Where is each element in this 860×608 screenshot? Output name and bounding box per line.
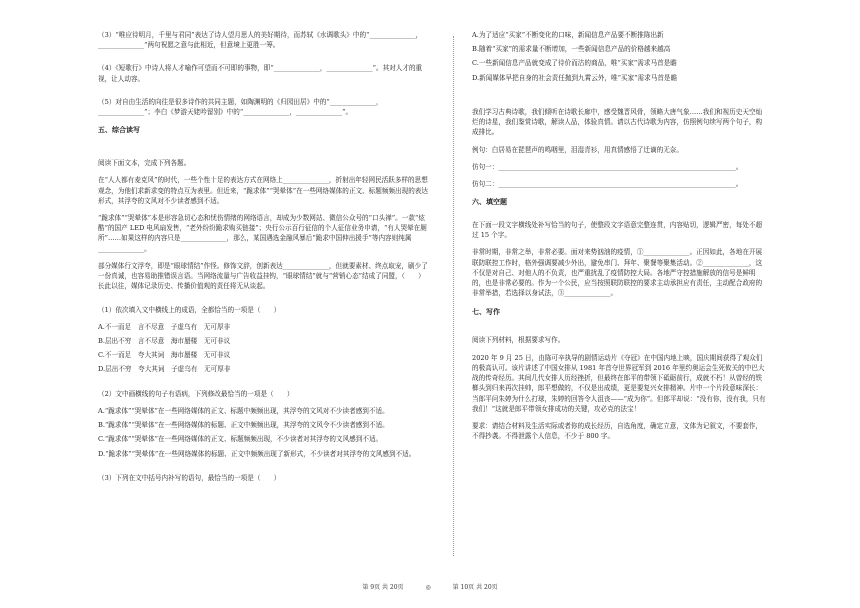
imitation-answer-1: 仿句一：________________________________________________________________________。 [472, 162, 743, 171]
sub-question-3-option-b: B.随着“买家”的需求量不断增加，一些新闻信息产品的价格越来越高 [472, 45, 671, 54]
imitation-example: 例句：白居易在琵琶声的鸣咽里，泪湿青衫，用真情感悟了迁谪的无奈。 [472, 145, 683, 154]
page-footer [0, 583, 860, 592]
question-5: （5）对自由生活的向往是很多诗作的共同主题，如陶渊明的《归园田居》中的“______________，______________”；李白《梦游天姥吟留别》中的“______________，______________”。 [98, 97, 383, 117]
writing-intro: 阅读下列材料，根据要求写作。 [472, 336, 565, 345]
question-3: （3）“唯应待明月，千里与君同”表达了诗人望月思人的美好期待，而苏轼《水调歌头》中的“______________，______________”两句祝愿之意与此相近，但意境上更胜一筹。 [98, 31, 423, 50]
sub-question-1-option-d: D.层出不穷 夸大其词 子虚乌有 无可厚非 [98, 365, 231, 374]
fill-question-stem: 在下面一段文字横线处补写恰当的句子，使整段文字语意完整连贯，内容贴切，逻辑严密，每处不超过 15 个字。 [472, 221, 763, 240]
reading-paragraph-3: 部分媒体行文浮夸，即是“眼球情结”作怪。修饰文辞，创新表达______________，但就要素材、终点取宠，刷少了一份真诚，也容易助推错误言语。当网络流量与广告收益挂钩，“眼球情结”就与“营销心态”结成了同盟，（ ）长此以往，媒体记录历史、传播价值观的责任将无从谈起。 [98, 261, 428, 291]
section-7-heading: 七、写作 [472, 307, 500, 316]
sub-question-1-option-a: A.不一而足 言不尽意 子虚乌有 无可厚非 [98, 322, 231, 331]
sub-question-2-option-c: C.“跪求体”“哭晕体”在一些网络媒体的正文、标题频频出现，不少读者对其浮夸的文风感到不适。 [98, 435, 383, 444]
reading-paragraph-1: 在“人人都有麦克风”的时代，一些个性十足的表达方式在网络上______________，折射出年轻网民活跃多样的思想观念，为他们求新求变的特点互为表里。但近来，“跪求体”“哭晕体”在一些网络媒体的正文、标题频频出现的表达形式，其浮夸的文风对不少读者感到不适。 [98, 176, 428, 205]
right-column [472, 30, 768, 448]
reading-intro: 阅读下面文本，完成下列各题。 [98, 159, 191, 168]
imitation-answer-2: 仿句二：________________________________________________________________________。 [472, 179, 743, 188]
sub-question-3-option-d: D.新闻媒体早把自身的社会责任抛到九霄云外，唯“买家”需求马首是瞻 [472, 73, 678, 82]
reading-paragraph-2: “跪求体”“哭晕体”本是形容急切心态和忧伤情绪的网络语言，却成为少数网站、微信公众号的“口头禅”。一款“炫酷”的国产 LED 电风扇发售，“老外纷纷跪求购买链接”；央行公示百行征信的个人征信业务申请，“有人哭晕在厕所”……如果这样的内容只是______________，那么，某国遇选金融风暴后“跪求中国伸出援手”等内容则纯属______________。 [98, 214, 427, 253]
writing-material: 2020 年 9 月 25 日，由陈可辛执导的剧情运动片《夺冠》在中国内地上映，国庆期间获得了观众们的极高认可。该片讲述了中国女排从 1981 年首夺世界冠军到 2016 年里约奥运会生死攸关的中巴大战的传奇经历。其间几代女排人历经挫折，但最终在郎平的带领下砥砺前行，成就不朽！从曾经的铁榔头到归来再次挂帅，郎平想做的，不仅是出成绩，更是要复兴女排精神。片中一个片段意味深长：当郎平问朱婷为什么打球，朱婷的回答令人沮丧——“成为你”。但郎平却说：“没有你，没有我，只有我们！”这就是郎平带领女排成功的关键，攻必克的法宝！ [472, 353, 766, 413]
imitation-paragraph: 我们学习古典诗歌，我们倾听在诗歌长廊中，感受魏晋风骨，领略大唐气象……我们和视历史天空灿烂的诗星，我们鉴赏诗歌，解读人品，体验真情。请以古代诗歌为内容，仿照例句续写两个句子，构成排比。 [472, 107, 763, 137]
column-divider [453, 36, 454, 556]
footer-page-left: 第 9页 共 20页 [362, 584, 404, 591]
left-column [98, 30, 430, 490]
sub-question-3-option-a: A.为了适应“买家”不断变化的口味，新闻信息产品要不断推陈出新 [472, 31, 664, 39]
sub-question-2-option-b: B.“跪求体”“哭晕体”在一些网络媒体的标题、正文中频频出现，其浮夸的文风令不少读者感到不适。 [98, 421, 389, 430]
sub-question-3-option-c: C.一些新闻信息产品就变成了待价而沽的商品，唯“买家”需求马首是瞻 [472, 59, 677, 68]
sub-question-2-stem: （2）文中画横线的句子有语病，下列修改最恰当的一项是（ ） [98, 389, 294, 398]
footer-page-right: 第 10页 共 20页 [452, 584, 498, 591]
sub-question-1-option-c: C.不一而足 夸大其词 海市蜃楼 无可非议 [98, 351, 231, 360]
section-6-heading: 六、填空题 [472, 198, 507, 207]
footer-separator: ◎ [425, 584, 431, 591]
sub-question-1-option-b: B.层出不穷 言不尽意 海市蜃楼 无可非议 [98, 337, 231, 345]
sub-question-1-stem: （1）依次填入文中横线上的成语，全都恰当的一项是（ ） [98, 305, 281, 314]
sub-question-2-option-a: A.“跪求体”“哭晕体”在一些网络媒体的正文、标题中频频出现，其浮夸的文风对不少读者感到不适。 [98, 406, 389, 415]
question-4: （4）《短歌行》中诗人将人才喻作可望而不可即的事物，即“______________，______________”。其对人才的重视，让人动容。 [98, 64, 423, 83]
writing-requirement: 要求：请结合材料及生活实际或者你的成长经历，自选角度，确定立意，文体为记叙文，不要套作，不得抄袭。不得泄露个人信息，不少于 800 字。 [472, 421, 763, 441]
fill-question-paragraph: 非常时期，非常之举，非常必要。面对来势汹汹的疫情，①______________。正因如此，各地在开展联防联控工作时，格外强调要减少外出，避免串门、拜年、聚餐等聚集活动。②______________，这不仅是对自己、对他人的不负责，也严重扰乱了疫情防控大局。各地严守控措施解放的信号是鲜明的，也是非常必要的。作为一个公民，应当按照联防联控的要求主动承担应有责任，主动配合政府的非常举措，若选择以身试法，③______________。 [472, 248, 763, 298]
sub-question-3-stem: （3）下列在文中括号内补写的语句，最恰当的一项是（ ） [98, 473, 281, 482]
section-5-heading: 五、综合读写 [98, 126, 140, 135]
sub-question-2-option-d: D.“跪求体”“哭晕体”在一些网络媒体的标题、正文中频频出现了新形式，不少读者对其浮夸的文风感到不适。 [98, 449, 416, 458]
